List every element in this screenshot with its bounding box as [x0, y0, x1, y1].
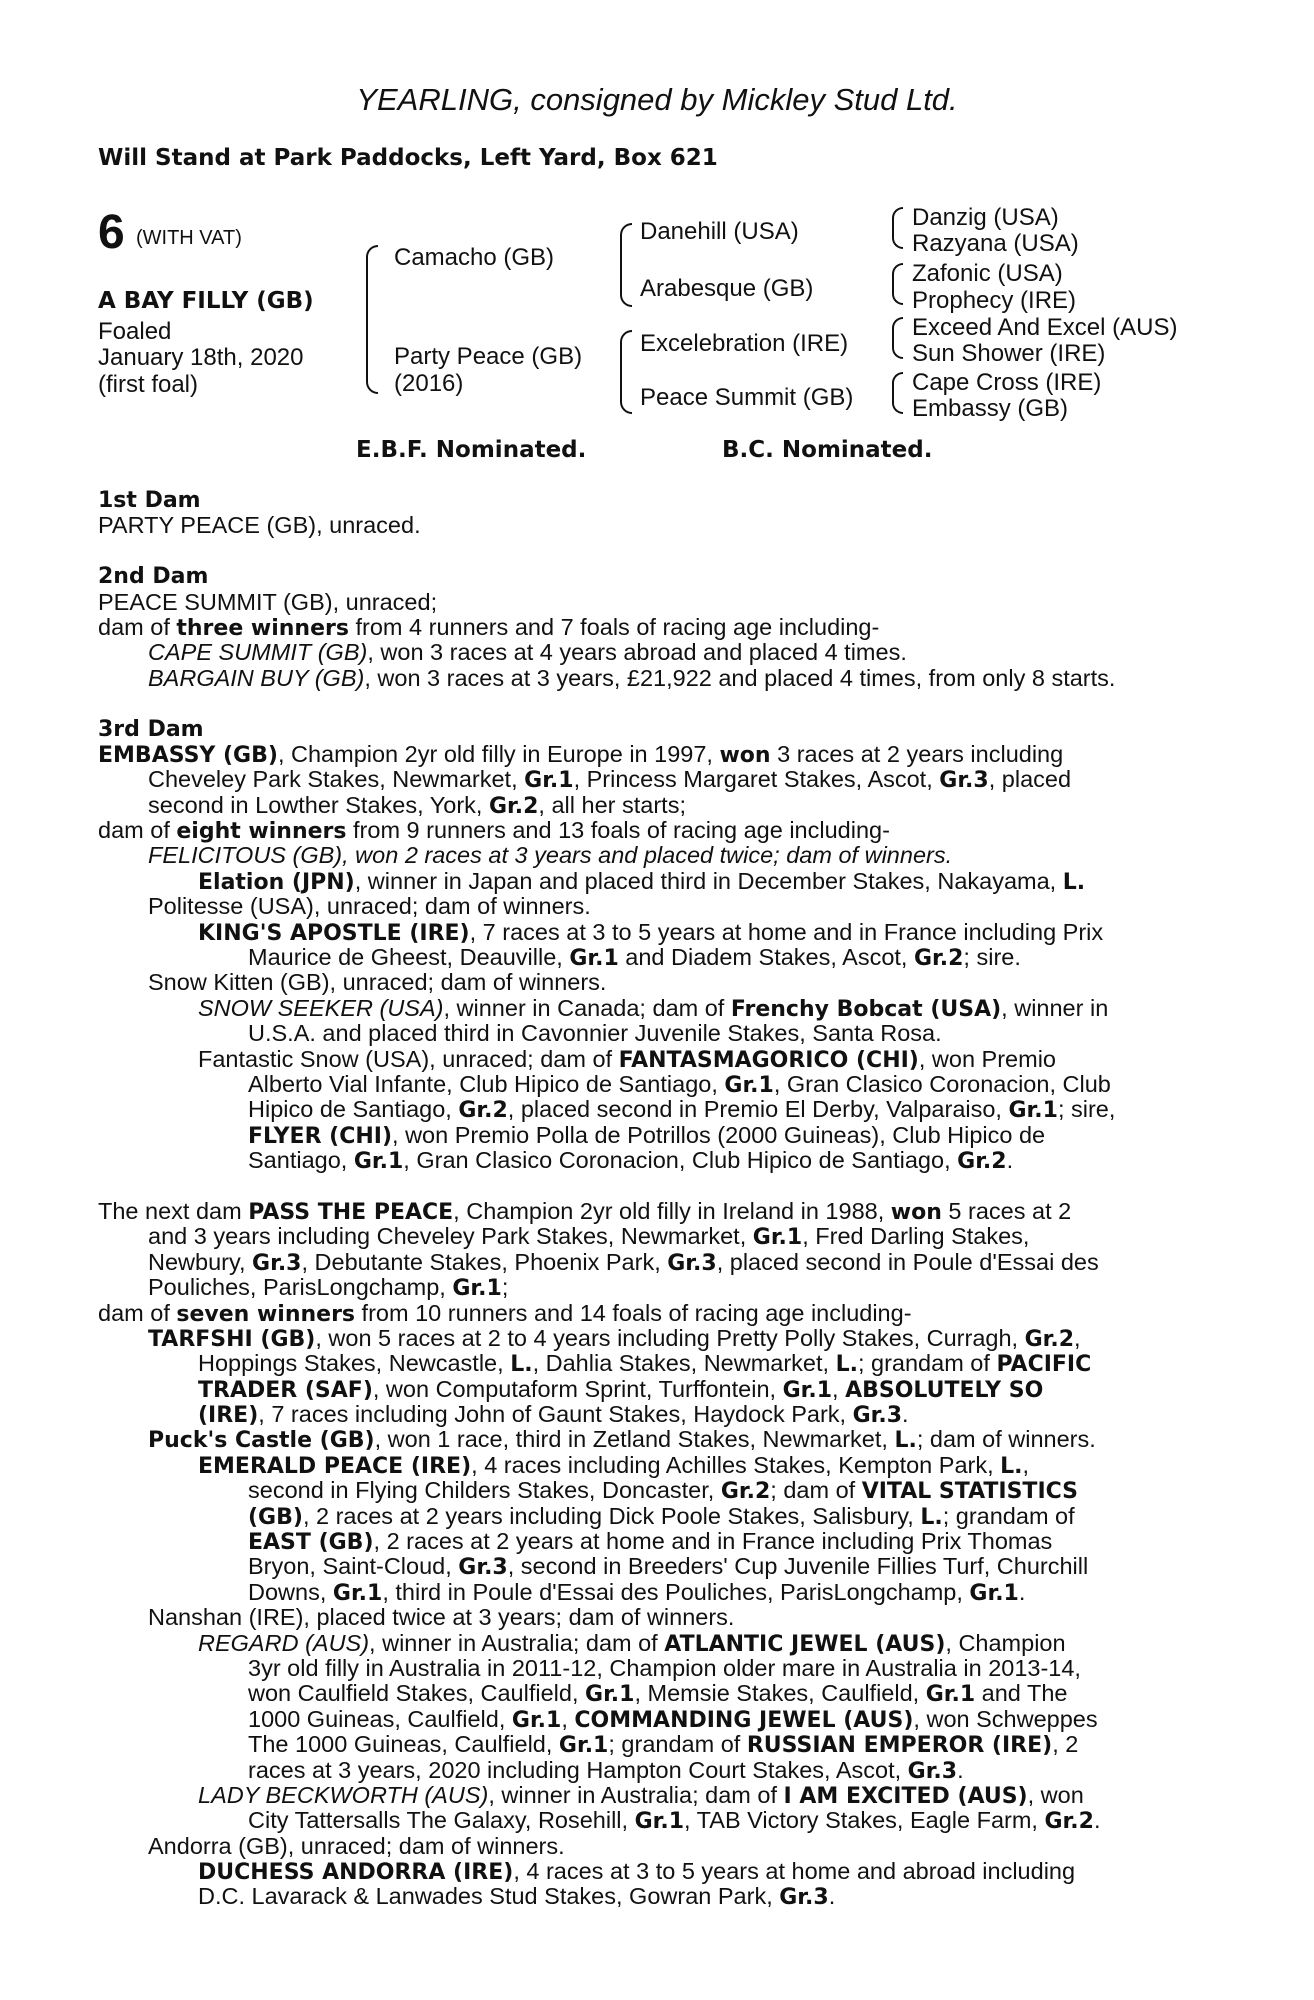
next-dam-line: 1000 Guineas, Caulfield, Gr.1, COMMANDING JEWEL (AUS), won Schweppes	[248, 1705, 1098, 1733]
dam3-line: Alberto Vial Infante, Club Hipico de Santiago, Gr.1, Gran Clasico Coronacion, Club	[248, 1070, 1111, 1098]
grandparent-7: Cape Cross (IRE)	[912, 369, 1102, 396]
next-dam-line: and 3 years including Cheveley Park Stakes, Newmarket, Gr.1, Fred Darling Stakes,	[148, 1223, 1030, 1251]
next-dam-line: EMERALD PEACE (IRE), 4 races including Achilles Stakes, Kempton Park, L.,	[198, 1451, 1030, 1479]
dam3-line: Snow Kitten (GB), unraced; dam of winners.	[148, 969, 607, 996]
next-dam-line: The 1000 Guineas, Caulfield, Gr.1; grandam of RUSSIAN EMPEROR (IRE), 2	[248, 1731, 1079, 1759]
dam3-line: Elation (JPN), winner in Japan and placed third in December Stakes, Nakayama, L.	[198, 867, 1086, 895]
next-dam-line: LADY BECKWORTH (AUS), winner in Australia; dam of I AM EXCITED (AUS), won	[198, 1781, 1084, 1809]
grandparent-2: Razyana (USA)	[912, 230, 1079, 257]
next-dam-line: won Caulfield Stakes, Caulfield, Gr.1, Memsie Stakes, Caulfield, Gr.1 and The	[248, 1680, 1068, 1708]
next-dam-line: Downs, Gr.1, third in Poule d'Essai des Pouliches, ParisLongchamp, Gr.1.	[248, 1578, 1026, 1606]
dam3-line: EMBASSY (GB), Champion 2yr old filly in Europe in 1997, won 3 races at 2 years including	[98, 740, 1064, 768]
dam3-line: Cheveley Park Stakes, Newmarket, Gr.1, Princess Margaret Stakes, Ascot, Gr.3, placed	[148, 766, 1072, 794]
catalogue-body	[98, 488, 1208, 1910]
pedigree-bracket-g1	[892, 207, 903, 249]
grandparent-4: Prophecy (IRE)	[912, 287, 1077, 314]
next-dam-line: Bryon, Saint-Cloud, Gr.3, second in Breeders' Cup Juvenile Fillies Turf, Churchill	[248, 1553, 1089, 1581]
dam2-line: PEACE SUMMIT (GB), unraced;	[98, 588, 438, 615]
lot-title: A BAY FILLY (GB)	[98, 288, 314, 314]
pedigree-bracket-g3	[892, 317, 903, 359]
pedigree-bracket-main	[366, 245, 378, 394]
next-dam-line: EAST (GB), 2 races at 2 years at home and in France including Prix Thomas	[248, 1528, 1053, 1556]
dam2-heading: 2nd Dam	[98, 564, 209, 590]
dam3-line: KING'S APOSTLE (IRE), 7 races at 3 to 5 years at home and in France including Prix	[198, 918, 1104, 946]
dam3-line: dam of eight winners from 9 runners and 13 foals of racing age including-	[98, 817, 890, 845]
foaled-date: January 18th, 2020	[98, 344, 304, 371]
grandparent-1: Danzig (USA)	[912, 204, 1059, 231]
dam-dam: Peace Summit (GB)	[640, 384, 854, 411]
next-dam-line: TRADER (SAF), won Computaform Sprint, Turffontein, Gr.1, ABSOLUTELY SO	[198, 1375, 1044, 1403]
sire-name: Camacho (GB)	[394, 244, 555, 271]
dam3-line: SNOW SEEKER (USA), winner in Canada; dam of Frenchy Bobcat (USA), winner in	[198, 994, 1109, 1022]
dam-year: (2016)	[394, 370, 464, 397]
dam3-line: second in Lowther Stakes, York, Gr.2, all her starts;	[148, 791, 686, 819]
stand-location: Will Stand at Park Paddocks, Left Yard, Box 621	[98, 145, 718, 171]
dam2-line: CAPE SUMMIT (GB), won 3 races at 4 years abroad and placed 4 times.	[148, 639, 907, 666]
next-dam-line: Andorra (GB), unraced; dam of winners.	[148, 1832, 565, 1859]
dam3-line: U.S.A. and placed third in Cavonnier Juvenile Stakes, Santa Rosa.	[248, 1020, 942, 1047]
next-dam-line: Newbury, Gr.3, Debutante Stakes, Phoenix Park, Gr.3, placed second in Poule d'Essai des	[148, 1248, 1099, 1276]
next-dam-line: D.C. Lavarack & Lanwades Stud Stakes, Gowran Park, Gr.3.	[198, 1883, 836, 1911]
dam1-heading: 1st Dam	[98, 488, 201, 513]
next-dam-line: races at 3 years, 2020 including Hampton Court Stakes, Ascot, Gr.3.	[248, 1756, 964, 1784]
next-dam-line: Hoppings Stakes, Newcastle, L., Dahlia Stakes, Newmarket, L.; grandam of PACIFIC	[198, 1350, 1092, 1378]
dam1-text: PARTY PEACE (GB), unraced.	[98, 512, 421, 539]
next-dam-line: DUCHESS ANDORRA (IRE), 4 races at 3 to 5 years at home and abroad including	[198, 1858, 1076, 1886]
next-dam-line: TARFSHI (GB), won 5 races at 2 to 4 years including Pretty Polly Stakes, Curragh, Gr.2,	[148, 1324, 1081, 1352]
dam3-line: Hipico de Santiago, Gr.2, placed second in Premio El Derby, Valparaiso, Gr.1; sire,	[248, 1096, 1116, 1124]
dam3-line: Santiago, Gr.1, Gran Clasico Coronacion, Club Hipico de Santiago, Gr.2.	[248, 1147, 1014, 1175]
next-dam-line: second in Flying Childers Stakes, Doncaster, Gr.2; dam of VITAL STATISTICS	[248, 1477, 1079, 1505]
grandparent-8: Embassy (GB)	[912, 395, 1069, 422]
foaled-label: Foaled	[98, 318, 172, 345]
sire-sire: Danehill (USA)	[640, 218, 799, 245]
next-dam-line: (IRE), 7 races including John of Gaunt Stakes, Haydock Park, Gr.3.	[198, 1401, 909, 1429]
pedigree-bracket-dam	[620, 330, 632, 414]
bc-nomination: B.C. Nominated.	[722, 437, 933, 463]
dam-name: Party Peace (GB)	[394, 343, 583, 370]
next-dam-line: (GB), 2 races at 2 years including Dick Poole Stakes, Salisbury, L.; grandam of	[248, 1502, 1075, 1530]
next-dam-line: 3yr old filly in Australia in 2011-12, Champion older mare in Australia in 2013-14,	[248, 1654, 1081, 1681]
lot-number: 6	[98, 206, 125, 259]
grandparent-5: Exceed And Excel (AUS)	[912, 314, 1178, 341]
dam2-line: dam of three winners from 4 runners and 7 foals of racing age including-	[98, 613, 880, 641]
pedigree-bracket-g2	[892, 263, 903, 305]
next-dam-line: REGARD (AUS), winner in Australia; dam of ATLANTIC JEWEL (AUS), Champion	[198, 1629, 1066, 1657]
dam3-line: FELICITOUS (GB), won 2 races at 3 years and placed twice; dam of winners.	[148, 842, 953, 869]
dam3-line: FLYER (CHI), won Premio Polla de Potrillos (2000 Guineas), Club Hipico de	[248, 1121, 1046, 1149]
next-dam-line: The next dam PASS THE PEACE, Champion 2yr old filly in Ireland in 1988, won 5 races at 2	[98, 1197, 1072, 1225]
dam3-heading: 3rd Dam	[98, 716, 204, 742]
next-dam-line: City Tattersalls The Galaxy, Rosehill, Gr.1, TAB Victory Stakes, Eagle Farm, Gr.2.	[248, 1807, 1101, 1835]
dam-sire: Excelebration (IRE)	[640, 330, 849, 357]
vat-note: (WITH VAT)	[136, 227, 242, 249]
consignment-line: YEARLING, consigned by Mickley Stud Ltd.	[356, 82, 958, 117]
dam3-line: Maurice de Gheest, Deauville, Gr.1 and Diadem Stakes, Ascot, Gr.2; sire.	[248, 944, 1021, 972]
ebf-nomination: E.B.F. Nominated.	[356, 437, 587, 463]
dam2-line: BARGAIN BUY (GB), won 3 races at 3 years, £21,922 and placed 4 times, from only 8 starts.	[148, 664, 1116, 691]
next-dam-line: Pouliches, ParisLongchamp, Gr.1;	[148, 1274, 509, 1302]
grandparent-6: Sun Shower (IRE)	[912, 340, 1106, 367]
dam3-line: Fantastic Snow (USA), unraced; dam of FANTASMAGORICO (CHI), won Premio	[198, 1045, 1056, 1073]
next-dam-line: dam of seven winners from 10 runners and 14 foals of racing age including-	[98, 1299, 912, 1327]
pedigree-bracket-sire	[620, 223, 632, 307]
next-dam-line: Nanshan (IRE), placed twice at 3 years; dam of winners.	[148, 1604, 735, 1631]
next-dam-line: Puck's Castle (GB), won 1 race, third in Zetland Stakes, Newmarket, L.; dam of winners.	[148, 1426, 1096, 1454]
sire-dam: Arabesque (GB)	[640, 275, 814, 302]
foal-note: (first foal)	[98, 371, 199, 398]
pedigree-bracket-g4	[892, 372, 903, 414]
grandparent-3: Zafonic (USA)	[912, 260, 1063, 287]
dam3-line: Politesse (USA), unraced; dam of winners.	[148, 893, 591, 920]
